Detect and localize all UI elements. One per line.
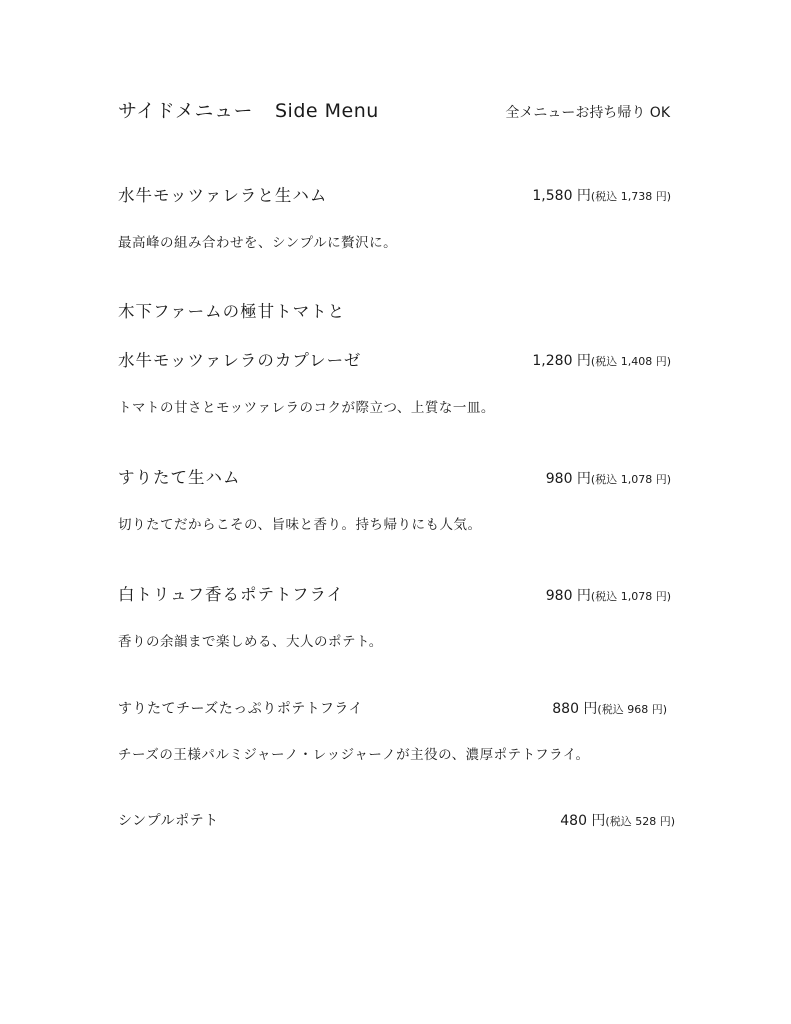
- price-value: 1,280 円: [532, 353, 591, 369]
- price-tax-included: (税込 1,408 円): [590, 355, 671, 368]
- menu-item-name-line1: 木下ファームの極甘トマトと: [118, 302, 346, 321]
- price-value: 480 円: [560, 813, 606, 829]
- price-value: 980 円: [545, 471, 591, 487]
- title-japanese: サイドメニュー: [118, 100, 253, 122]
- menu-item-name: すりたて生ハム: [118, 468, 241, 487]
- menu-item-description: 切りたてだからこその、旨味と香り。持ち帰りにも人気。: [118, 517, 482, 533]
- menu-item-price: [560, 810, 675, 830]
- menu-item-name: 白トリュフ香るポテトフライ: [118, 585, 345, 604]
- menu-item-description: 香りの余韻まで楽しめる、大人のポテト。: [118, 634, 383, 650]
- price-value: 880 円: [552, 701, 598, 717]
- title-english: Side Menu: [274, 100, 379, 122]
- menu-item-description: 最高峰の組み合わせを、シンプルに贅沢に。: [118, 235, 398, 251]
- price-tax-included: (税込 1,738 円): [590, 190, 671, 203]
- price-value: 980 円: [545, 588, 591, 604]
- price-tax-included: (税込 968 円): [597, 703, 667, 716]
- price-tax-included: (税込 528 円): [605, 815, 675, 828]
- takeout-note: 全メニューお持ち帰り OK: [505, 105, 670, 121]
- menu-item-price: [546, 468, 671, 488]
- menu-item-price: [532, 350, 671, 370]
- menu-item-price: [546, 585, 671, 605]
- price-tax-included: (税込 1,078 円): [590, 590, 671, 603]
- price-value: 1,580 円: [532, 188, 591, 204]
- price-tax-included: (税込 1,078 円): [590, 473, 671, 486]
- menu-item-description: チーズの王様パルミジャーノ・レッジャーノが主役の、濃厚ポテトフライ。: [118, 747, 590, 763]
- menu-item-price: [532, 185, 671, 205]
- menu-item-price: [552, 698, 667, 718]
- menu-item-name: すりたてチーズたっぷりポテトフライ: [118, 701, 363, 717]
- menu-item-description: トマトの甘さとモッツァレラのコクが際立つ、上質な一皿。: [118, 400, 495, 416]
- menu-header: [118, 96, 678, 126]
- menu-item-name: 水牛モッツァレラのカプレーゼ: [118, 351, 362, 370]
- menu-item-name: シンプルポテト: [118, 813, 219, 829]
- page-title: [118, 96, 379, 123]
- menu-item-name: 水牛モッツァレラと生ハム: [118, 186, 328, 205]
